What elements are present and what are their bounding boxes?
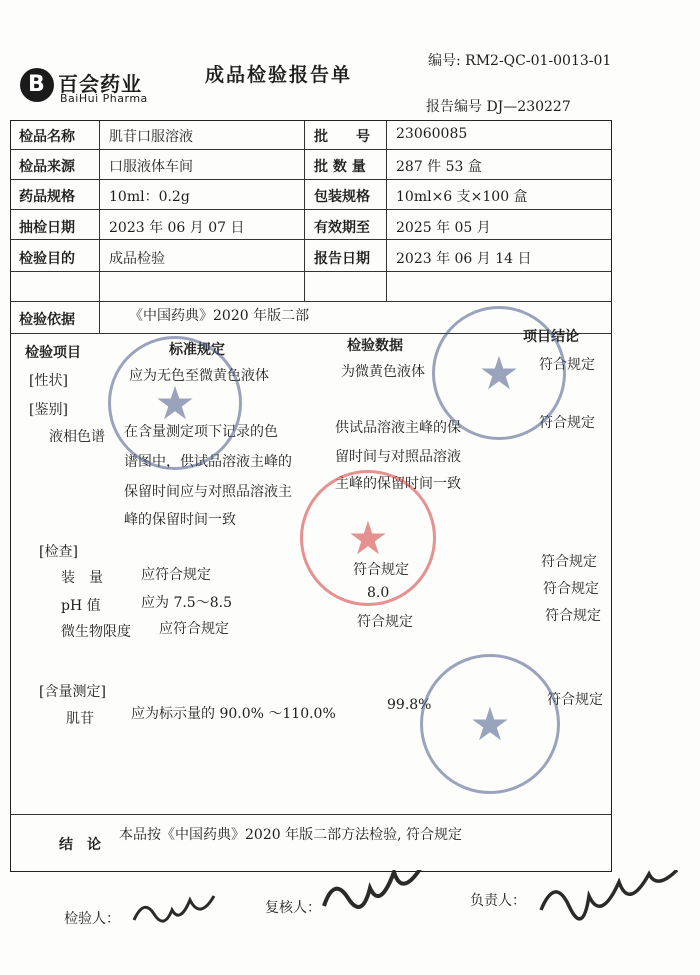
company-name-en: BaiHui Pharma (60, 92, 148, 105)
assay-data: 99.8% (387, 697, 432, 713)
field-label-report-date: 报告日期 (314, 251, 370, 267)
field-value-sample-date: 2023 年 06 月 07 日 (109, 220, 245, 236)
hplc-data-line1: 供试品溶液主峰的保 (335, 420, 461, 436)
manager-label: 负责人： (470, 893, 526, 909)
check-item-data: 8.0 (367, 585, 390, 601)
field-value-expiry: 2025 年 05 月 (396, 220, 491, 236)
document-title: 成品检验报告单 (205, 64, 353, 86)
company-name-cn: 百会药业 (58, 72, 142, 96)
field-label-purpose: 检验目的 (19, 251, 75, 267)
hplc-standard-line2: 谱图中，供试品溶液主峰的 (124, 454, 292, 470)
trait-data: 为微黄色液体 (341, 364, 425, 380)
field-value-batch-qty: 287 件 53 盒 (396, 159, 482, 175)
star-icon: ★ (478, 346, 520, 400)
field-value-spec: 10ml：0.2g (109, 189, 190, 205)
seal-stamp-bottom-right (420, 654, 560, 794)
check-item-name: 装 量 (61, 570, 103, 586)
field-value-source: 口服液体车间 (109, 159, 193, 175)
check-item-conclusion: 符合规定 (543, 581, 599, 597)
reviewer-signature (318, 870, 428, 922)
star-icon: ★ (154, 376, 196, 430)
check-item-data: 符合规定 (353, 562, 409, 578)
hplc-data-line3: 主峰的保留时间一致 (335, 476, 461, 492)
check-item-standard: 应符合规定 (159, 621, 229, 637)
field-label-sample-date: 抽检日期 (19, 220, 75, 236)
field-value-package: 10ml×6 支×100 盒 (396, 189, 528, 205)
check-item-name: 微生物限度 (61, 624, 131, 640)
hplc-conclusion: 符合规定 (539, 415, 595, 431)
inspector-label: 检验人： (64, 911, 120, 927)
col-header-item: 检验项目 (25, 345, 81, 361)
document-code: 编号: RM2-QC-01-0013-01 (428, 53, 612, 69)
company-logo-icon: B (20, 68, 54, 102)
section-traits: [性状] (29, 373, 68, 389)
check-item-data: 符合规定 (357, 614, 413, 630)
col-header-standard: 标准规定 (169, 342, 225, 358)
hplc-name: 液相色谱 (49, 429, 105, 445)
field-label-batch-no: 批 号 (314, 129, 370, 145)
field-value-batch-no: 23060085 (396, 126, 468, 142)
conclusion-text: 本品按《中国药典》2020 年版二部方法检验, 符合规定 (119, 827, 462, 843)
check-item-standard: 应为 7.5～8.5 (141, 595, 232, 611)
check-item-conclusion: 符合规定 (545, 608, 601, 624)
seal-stamp-red (300, 470, 436, 606)
hplc-standard-line3: 保留时间应与对照品溶液主 (124, 484, 292, 500)
hplc-data-line2: 留时间与对照品溶液 (335, 449, 461, 465)
col-header-data: 检验数据 (347, 338, 403, 354)
assay-conclusion: 符合规定 (547, 692, 603, 708)
field-label-basis: 检验依据 (19, 312, 75, 328)
reviewer-label: 复核人： (265, 900, 321, 916)
field-value-report-date: 2023 年 06 月 14 日 (396, 251, 532, 267)
hplc-standard-line1: 在含量测定项下记录的色 (124, 424, 278, 440)
field-label-product-name: 检品名称 (19, 129, 75, 145)
col-header-conclusion: 项目结论 (523, 329, 579, 345)
report-number: 报告编号 DJ—230227 (426, 99, 571, 115)
field-label-package: 包装规格 (314, 189, 370, 205)
check-item-conclusion: 符合规定 (541, 554, 597, 570)
conclusion-label: 结 论 (59, 837, 101, 853)
field-value-purpose: 成品检验 (109, 251, 165, 267)
inspector-signature (130, 890, 220, 934)
section-identify: [鉴别] (29, 402, 68, 418)
trait-standard: 应为无色至微黄色液体 (129, 368, 269, 384)
field-value-basis: 《中国药典》2020 年版二部 (129, 308, 310, 324)
section-assay: [含量测定] (39, 684, 106, 700)
manager-signature (535, 870, 685, 930)
field-label-batch-qty: 批 数 量 (314, 159, 366, 175)
field-label-spec: 药品规格 (19, 189, 75, 205)
seal-stamp-left (108, 336, 242, 470)
field-label-source: 检品来源 (19, 159, 75, 175)
star-icon: ★ (469, 697, 511, 751)
assay-standard: 应为标示量的 90.0% ～110.0% (131, 706, 336, 722)
seal-stamp-top-right (432, 306, 566, 440)
star-icon: ★ (347, 511, 389, 565)
section-check: [检查] (39, 544, 78, 560)
trait-conclusion: 符合规定 (539, 357, 595, 373)
hplc-standard-line4: 峰的保留时间一致 (124, 512, 236, 528)
field-label-expiry: 有效期至 (314, 220, 370, 236)
check-item-name: pH 值 (61, 598, 101, 614)
check-item-standard: 应符合规定 (141, 567, 211, 583)
assay-name: 肌苷 (66, 711, 94, 727)
field-value-product-name: 肌苷口服溶液 (109, 129, 193, 145)
